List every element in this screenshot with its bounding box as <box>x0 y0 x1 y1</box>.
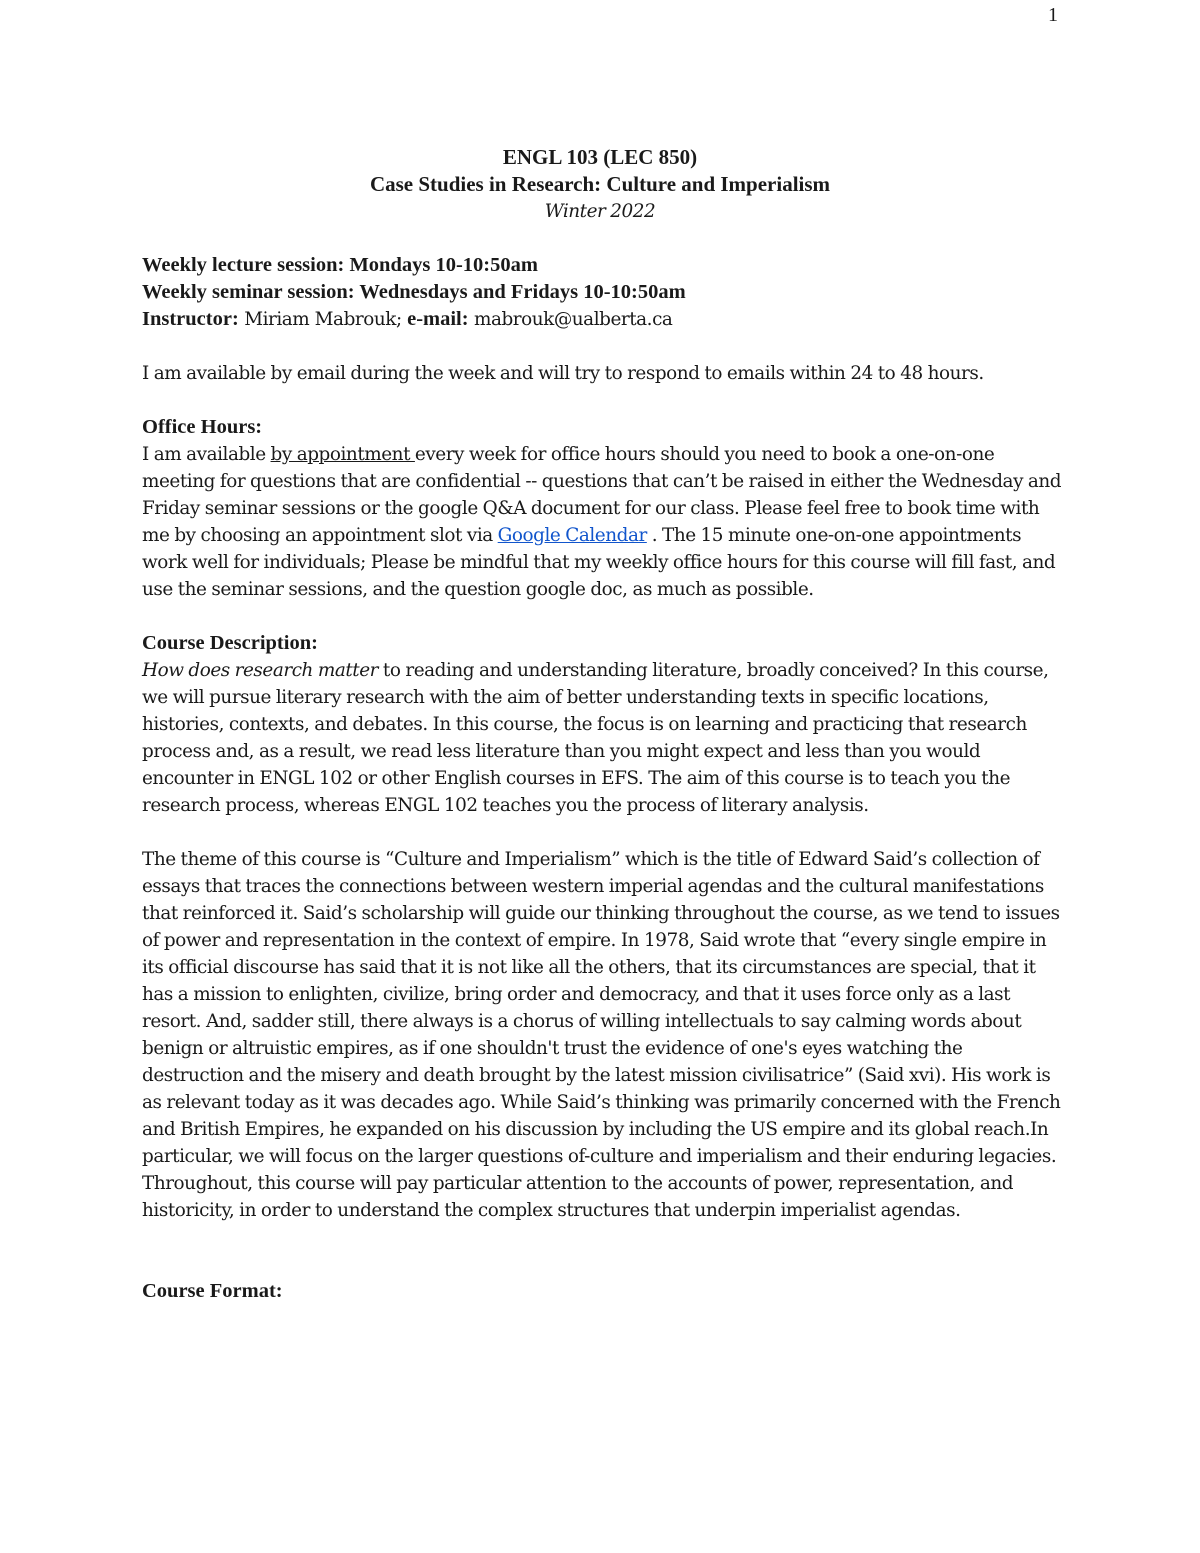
availability-text: I am available by email during the week and will try to respond to emails within 24 to 48 hours. <box>142 363 984 384</box>
office-hours-text-end: . The 15 minute one-on-one appointments work well for individuals; Please be mindful that my weekly office hours for this course will fill fast, and use the seminar sessions, and the question google doc, as much as possible. <box>142 525 1056 600</box>
research-question-italic: How does research matter <box>142 660 379 681</box>
email-label: e-mail: <box>407 308 469 330</box>
instructor-label: Instructor: <box>142 308 239 330</box>
course-format-heading: Course Format: <box>142 1280 283 1302</box>
office-hours-text-middle: every week for office hours should you need to book a one-on-one meeting for questions that are confidential -- questions that can’t be raised in either the Wednesday and Friday seminar sessions or the google Q&A document for our class. Please feel free to book time with me by choosing an appointment slot via <box>142 444 1062 546</box>
course-term: Winter 2022 <box>544 201 656 222</box>
page-number: 1 <box>1048 4 1058 26</box>
seminar-session: Weekly seminar session: Wednesdays and Fridays 10-10:50am <box>142 281 686 303</box>
office-hours-text <box>142 441 1062 603</box>
course-description-paragraph-1 <box>142 657 1062 819</box>
by-appointment-text: by appointment <box>270 444 415 465</box>
course-description-p1-text: to reading and understanding literature, broadly conceived? In this course, we will pursue literary research with the aim of better understanding texts in specific locations, histories, contexts, and debates. In this course, the focus is on learning and practicing that research process and, as a result, we read less literature than you might expect and less than you would encounter in ENGL 102 or other English courses in EFS. The aim of this course is to teach you the research process, whereas ENGL 102 teaches you the process of literary analysis. <box>142 660 1049 816</box>
course-description-heading: Course Description: <box>142 632 318 654</box>
instructor-name: Miriam Mabrouk; <box>238 309 408 330</box>
google-calendar-link[interactable]: Google Calendar <box>497 525 647 546</box>
email-address: mabrouk@ualberta.ca <box>468 309 673 330</box>
course-code: ENGL 103 (LEC 850) <box>502 145 698 169</box>
office-hours-heading: Office Hours: <box>142 416 263 438</box>
office-hours-text-start: I am available <box>142 444 271 465</box>
document-body <box>142 144 1062 1305</box>
instructor-line <box>142 306 1062 333</box>
course-description-paragraph-2: The theme of this course is “Culture and Imperialism” which is the title of Edward Said’s collection of essays that traces the connections between western imperial agendas and the cultural manifestations that reinforced it. Said’s scholarship will guide our thinking throughout the course, as we tend to issues of power and representation in the context of empire. In 1978, Said wrote that “every single empire in its official discourse has said that it is not like all the others, that its circumstances are special, that it has a mission to enlighten, civilize, bring order and democracy, and that it uses force only as a last resort. And, sadder still, there always is a chorus of willing intellectuals to say calming words about benign or altruistic empires, as if one shouldn't trust the evidence of one's eyes watching the destruction and the misery and death brought by the latest mission civilisatrice” (Said xvi). His work is as relevant today as it was decades ago. While Said’s thinking was primarily concerned with the French and British Empires, he expanded on his discussion by including the US empire and its global reach.In particular, we will focus on the larger questions of-culture and imperialism and their enduring legacies. Throughout, this course will pay particular attention to the accounts of power, representation, and historicity, in order to understand the complex structures that underpin imperialist agendas. <box>142 849 1061 1221</box>
course-header <box>142 144 1058 225</box>
lecture-session: Weekly lecture session: Mondays 10-10:50am <box>142 254 538 276</box>
course-title: Case Studies in Research: Culture and Imperialism <box>369 172 831 196</box>
